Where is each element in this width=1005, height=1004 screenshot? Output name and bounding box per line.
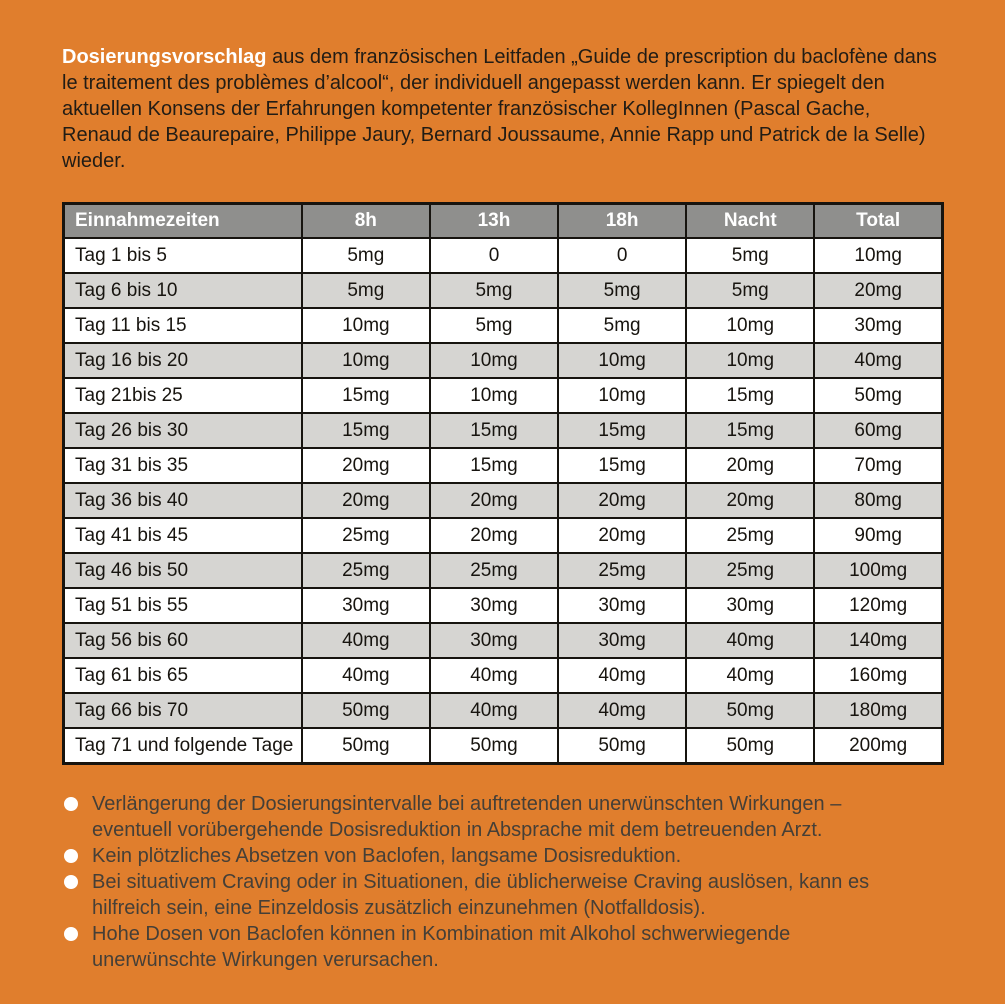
dose-cell: 40mg [686,623,814,658]
dose-cell: 5mg [558,308,686,343]
bullet-dot-icon [64,875,78,889]
dose-cell: 5mg [686,273,814,308]
dose-cell: 15mg [302,413,430,448]
dose-cell: 10mg [430,343,558,378]
row-label: Tag 36 bis 40 [64,483,302,518]
dose-cell: 20mg [558,483,686,518]
header-18h: 18h [558,204,686,239]
dose-cell: 15mg [686,413,814,448]
header-einnahmezeiten: Einnahmezeiten [64,204,302,239]
dose-cell: 40mg [558,658,686,693]
intro-paragraph [62,44,945,174]
header-total: Total [814,204,942,239]
dose-cell: 180mg [814,693,942,728]
table-row [64,588,943,623]
dose-cell: 50mg [686,693,814,728]
note-item: Verlängerung der Dosierungsintervalle bei auftretenden unerwünschten Wirkungen – eventuell vorübergehende Dosisreduktion in Absprache mit dem betreuenden Arzt. [62,791,902,843]
dose-cell: 15mg [686,378,814,413]
dose-cell: 40mg [302,658,430,693]
dose-cell: 10mg [558,378,686,413]
dose-cell: 40mg [302,623,430,658]
note-item: Bei situativem Craving oder in Situationen, die üblicherweise Craving auslösen, kann es hilfreich sein, eine Einzeldosis zusätzlich einzunehmen (Notfalldosis). [62,869,902,921]
row-label: Tag 6 bis 10 [64,273,302,308]
dose-cell: 40mg [430,693,558,728]
dose-cell: 30mg [302,588,430,623]
dose-cell: 5mg [686,238,814,273]
dose-cell: 90mg [814,518,942,553]
dose-cell: 20mg [430,518,558,553]
dose-cell: 5mg [302,273,430,308]
row-label: Tag 71 und folgende Tage [64,728,302,764]
dose-cell: 15mg [558,448,686,483]
dose-cell: 15mg [430,448,558,483]
row-label: Tag 31 bis 35 [64,448,302,483]
row-label: Tag 66 bis 70 [64,693,302,728]
dose-cell: 50mg [302,693,430,728]
dose-cell: 30mg [430,588,558,623]
dose-cell: 10mg [302,308,430,343]
dose-cell: 30mg [430,623,558,658]
header-13h: 13h [430,204,558,239]
row-label: Tag 61 bis 65 [64,658,302,693]
dose-cell: 5mg [430,308,558,343]
dose-cell: 25mg [686,518,814,553]
dosing-table-header [64,204,943,239]
notes-list [62,791,902,973]
dose-cell: 40mg [430,658,558,693]
row-label: Tag 51 bis 55 [64,588,302,623]
row-label: Tag 1 bis 5 [64,238,302,273]
table-row [64,658,943,693]
dose-cell: 0 [430,238,558,273]
dose-cell: 10mg [814,238,942,273]
dose-cell: 70mg [814,448,942,483]
dose-cell: 40mg [814,343,942,378]
note-item: Kein plötzliches Absetzen von Baclofen, langsame Dosisreduktion. [62,843,902,869]
dose-cell: 5mg [558,273,686,308]
dose-cell: 10mg [558,343,686,378]
dose-cell: 20mg [302,448,430,483]
dose-cell: 60mg [814,413,942,448]
bullet-dot-icon [64,849,78,863]
dose-cell: 0 [558,238,686,273]
dose-cell: 15mg [558,413,686,448]
header-nacht: Nacht [686,204,814,239]
dose-cell: 50mg [814,378,942,413]
table-row [64,308,943,343]
dose-cell: 5mg [430,273,558,308]
dosing-table-body [64,238,943,764]
table-row [64,378,943,413]
table-row [64,728,943,764]
table-row [64,623,943,658]
table-row [64,343,943,378]
dosing-table [62,202,944,765]
dose-cell: 10mg [302,343,430,378]
dose-cell: 20mg [814,273,942,308]
table-row [64,238,943,273]
row-label: Tag 26 bis 30 [64,413,302,448]
dose-cell: 140mg [814,623,942,658]
note-item: Hohe Dosen von Baclofen können in Kombination mit Alkohol schwerwiegende unerwünschte Wirkungen verursachen. [62,921,902,973]
table-row [64,553,943,588]
dose-cell: 40mg [686,658,814,693]
dose-cell: 5mg [302,238,430,273]
dose-cell: 20mg [430,483,558,518]
intro-lead-word: Dosierungsvorschlag [62,46,267,68]
table-row [64,273,943,308]
dose-cell: 10mg [430,378,558,413]
dose-cell: 20mg [558,518,686,553]
dose-cell: 15mg [302,378,430,413]
dose-cell: 25mg [558,553,686,588]
dose-cell: 160mg [814,658,942,693]
table-row [64,518,943,553]
row-label: Tag 21bis 25 [64,378,302,413]
header-row [64,204,943,239]
dose-cell: 25mg [302,553,430,588]
dose-cell: 25mg [302,518,430,553]
dose-cell: 200mg [814,728,942,764]
dose-cell: 30mg [686,588,814,623]
dose-cell: 20mg [686,483,814,518]
table-row [64,448,943,483]
dose-cell: 25mg [430,553,558,588]
row-label: Tag 16 bis 20 [64,343,302,378]
dose-cell: 50mg [558,728,686,764]
dose-cell: 50mg [686,728,814,764]
dose-cell: 100mg [814,553,942,588]
row-label: Tag 41 bis 45 [64,518,302,553]
table-row [64,413,943,448]
dose-cell: 120mg [814,588,942,623]
dose-cell: 30mg [814,308,942,343]
row-label: Tag 11 bis 15 [64,308,302,343]
dose-cell: 20mg [686,448,814,483]
header-8h: 8h [302,204,430,239]
dose-cell: 30mg [558,588,686,623]
bullet-dot-icon [64,797,78,811]
bullet-dot-icon [64,927,78,941]
dose-cell: 25mg [686,553,814,588]
dose-cell: 10mg [686,343,814,378]
intro-body-text: aus dem französischen Leitfaden „Guide de prescription du baclofène dans le traitement des problèmes d’alcool“, der individuell angepasst werden kann. Er spiegelt den aktuellen Konsens der Erfahrungen kompetenter französischer KollegInnen (Pascal Gache, Renaud de Beaurepaire, Philippe Jaury, Bernard Joussaume, Annie Rapp und Patrick de la Selle) wieder. [62,46,937,172]
dose-cell: 15mg [430,413,558,448]
table-row [64,693,943,728]
row-label: Tag 56 bis 60 [64,623,302,658]
row-label: Tag 46 bis 50 [64,553,302,588]
dose-cell: 10mg [686,308,814,343]
dose-cell: 80mg [814,483,942,518]
dose-cell: 20mg [302,483,430,518]
dose-cell: 30mg [558,623,686,658]
dose-cell: 50mg [302,728,430,764]
table-row [64,483,943,518]
dose-cell: 50mg [430,728,558,764]
dose-cell: 40mg [558,693,686,728]
